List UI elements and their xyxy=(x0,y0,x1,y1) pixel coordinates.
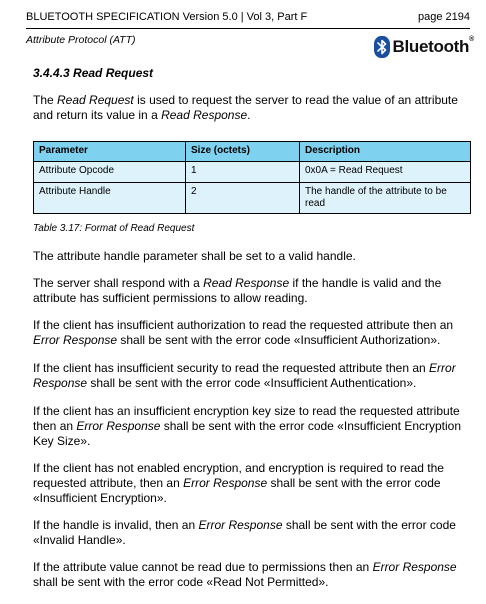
table-cell: Attribute Handle xyxy=(34,183,186,214)
bluetooth-icon xyxy=(374,36,390,58)
bluetooth-wordmark: Bluetooth® xyxy=(392,36,474,56)
column-header-description: Description xyxy=(300,142,471,162)
paragraph-valid-handle: The attribute handle parameter shall be set to a valid handle. xyxy=(33,249,356,263)
table-cell: 0x0A = Read Request xyxy=(300,162,471,183)
chapter-subtitle: Attribute Protocol (ATT) xyxy=(26,34,136,46)
table-header-row xyxy=(34,142,471,162)
paragraph-invalid-handle: If the handle is invalid, then an Error Response shall be sent with the error code «Invalid Handle». xyxy=(33,518,456,547)
page-header xyxy=(26,10,470,24)
paragraph-insufficient-key-size: If the client has an insufficient encryption key size to read the requested attribute then an Error Response shall be sent with the error code «Insufficient Encryption Key Size». xyxy=(33,404,462,448)
table-cell: 2 xyxy=(186,183,300,214)
paragraph-read-not-permitted: If the attribute value cannot be read due to permissions then an Error Response shall be sent with the error code «Read Not Permitted». xyxy=(33,560,457,589)
paragraph-insufficient-authorization: If the client has insufficient authorization to read the requested attribute then an Error Response shall be sent with the error code «Insufficient Authorization». xyxy=(33,318,454,347)
paragraph-read-response: The server shall respond with a Read Response if the handle is valid and the attribute has sufficient permissions to allow reading. xyxy=(33,276,442,305)
table-row xyxy=(34,162,471,183)
spec-title: BLUETOOTH SPECIFICATION Version 5.0 | Vol 3, Part F xyxy=(26,11,308,23)
paragraph-insufficient-authentication: If the client has insufficient security to read the requested attribute then an Error Response shall be sent with the error code «Insufficient Authentication». xyxy=(33,361,456,390)
table-cell: 1 xyxy=(186,162,300,183)
section-title: 3.4.4.3 Read Request xyxy=(33,66,154,80)
column-header-parameter: Parameter xyxy=(34,142,186,162)
bluetooth-logo xyxy=(374,36,474,58)
read-request-format-table xyxy=(33,141,471,214)
table-cell: Attribute Opcode xyxy=(34,162,186,183)
table-caption: Table 3.17: Format of Read Request xyxy=(33,223,195,234)
page-number: page 2194 xyxy=(418,11,470,23)
header-divider xyxy=(26,28,470,29)
table-cell: The handle of the attribute to be read xyxy=(300,183,471,214)
paragraph-insufficient-encryption: If the client has not enabled encryption, and encryption is required to read the requested attribute, then an Error Response shall be sent with the error code «Insufficient Encryption». xyxy=(33,461,444,505)
intro-paragraph: The Read Request is used to request the server to read the value of an attribute and return its value in a Read Response. xyxy=(33,93,458,122)
table-row xyxy=(34,183,471,214)
column-header-size: Size (octets) xyxy=(186,142,300,162)
